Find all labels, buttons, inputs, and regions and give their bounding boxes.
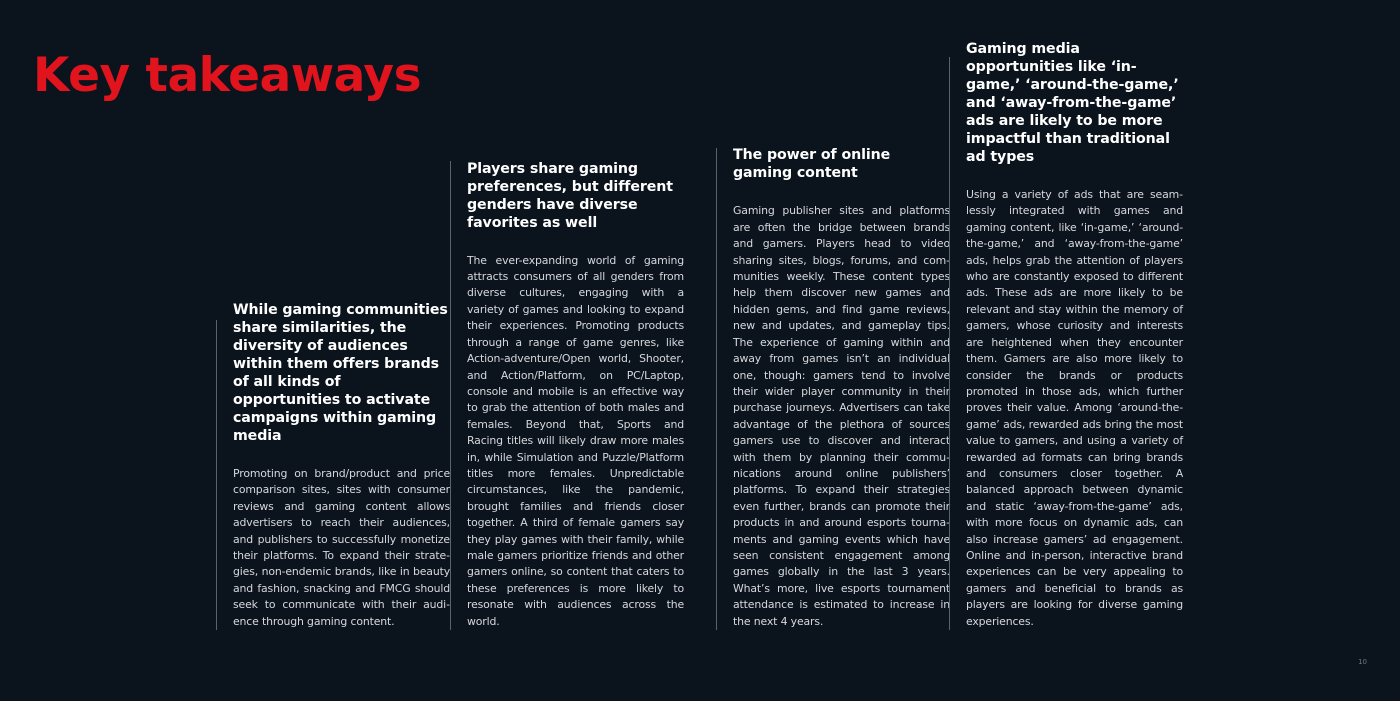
takeaway-column-online-content [716,148,950,630]
column-body-text: Promoting on brand/product and price comparison sites, sites with consumer reviews and gaming content allows advertisers to reach their audiences, and publishers to successfully monetize their platforms. To expand their strategies, non-endemic brands, like in beauty and fashion, snacking and FMCG should seek to communicate with their audience through gaming content. [233,466,450,628]
page-number: 10 [1358,658,1367,666]
column-body-text: Gaming publisher sites and platforms are often the bridge between brands and gamers. Players head to video sharing sites, blogs, forums, and communities weekly. These content types help them discover new games and hidden gems, and find game reviews, new and updates, and gameplay tips. The experience of gaming within and away from games isn’t an individual one, though: gamers tend to involve their wider player community in their purchase journeys. Advertisers can take advantage of the plethora of sources gamers use to discover and interact with them by planning their communications around online publishers’ platforms. To expand their strategies even further, brands can promote their products in and around esports tournaments and gaming events which have seen consistent engagement among games globally in the last 3 years. What’s more, live esports tournament attendance is estimated to increase in the next 4 years. [733,204,950,628]
takeaway-column-audiences [216,301,450,630]
column-heading: Players share gaming preferences, but different genders have diverse favorites as well [467,160,673,231]
page-title: Key takeaways [33,48,422,103]
column-body-text: Using a variety of ads that are seamlessly integrated with games and gaming content, like ‘in-game,’ ‘around-the-game,’ and ‘away-from-the-game’ ads, helps grab the attention of players who are constantly exposed to different ads. These ads are more likely to be relevant and stay within the memory of gamers, whose curiosity and interests are heightened when they encounter them. Gamers are also more likely to consider the brands or products promoted in those ads, which further proves their value. Among ‘around-the-game’ ads, rewarded ads bring the most value to gamers, and using a variety of rewarded ad formats can bring brands and consumers closer together. A balanced approach between dynamic and static ‘away-from-the-game’ ads, with more focus on dynamic ads, can also increase gamers’ ad engagement. Online and in-person, interactive brand experiences can be very appealing to gamers and beneficial to brands as players are looking for diverse gaming experiences. [966,188,1183,628]
column-heading: While gaming communities share similarities, the diversity of audiences within them offers brands of all kinds of opportunities to activate campaigns within gaming media [233,301,448,444]
takeaway-column-preferences [450,161,684,630]
column-heading: Gaming media opportunities like ‘in-game,’ ‘around-the-game,’ and ‘away-from-the-game’ ads are likely to be more impactful than traditional ad types [966,41,1179,166]
column-body-text: The ever-expanding world of gaming attracts consumers of all genders from diverse cultures, engaging with a variety of games and looking to expand their experiences. Promoting products through a range of game genres, like Action-adventure/Open world, Shooter, and Action/Platform, on PC/Laptop, console and mobile is an effective way to grab the attention of both males and females. Beyond that, Sports and Racing titles will likely draw more males in, while Simulation and Puzzle/Platform titles more females. Unpredictable circumstances, like the pandemic, brought families and friends closer together. A third of female gamers say they play games with their family, while male gamers prioritize friends and other gamers online, so content that caters to these preferences is more likely to resonate with audiences across the world. [467,253,684,628]
column-heading: The power of online gaming content [733,147,891,182]
takeaway-column-ad-types [949,41,1183,630]
